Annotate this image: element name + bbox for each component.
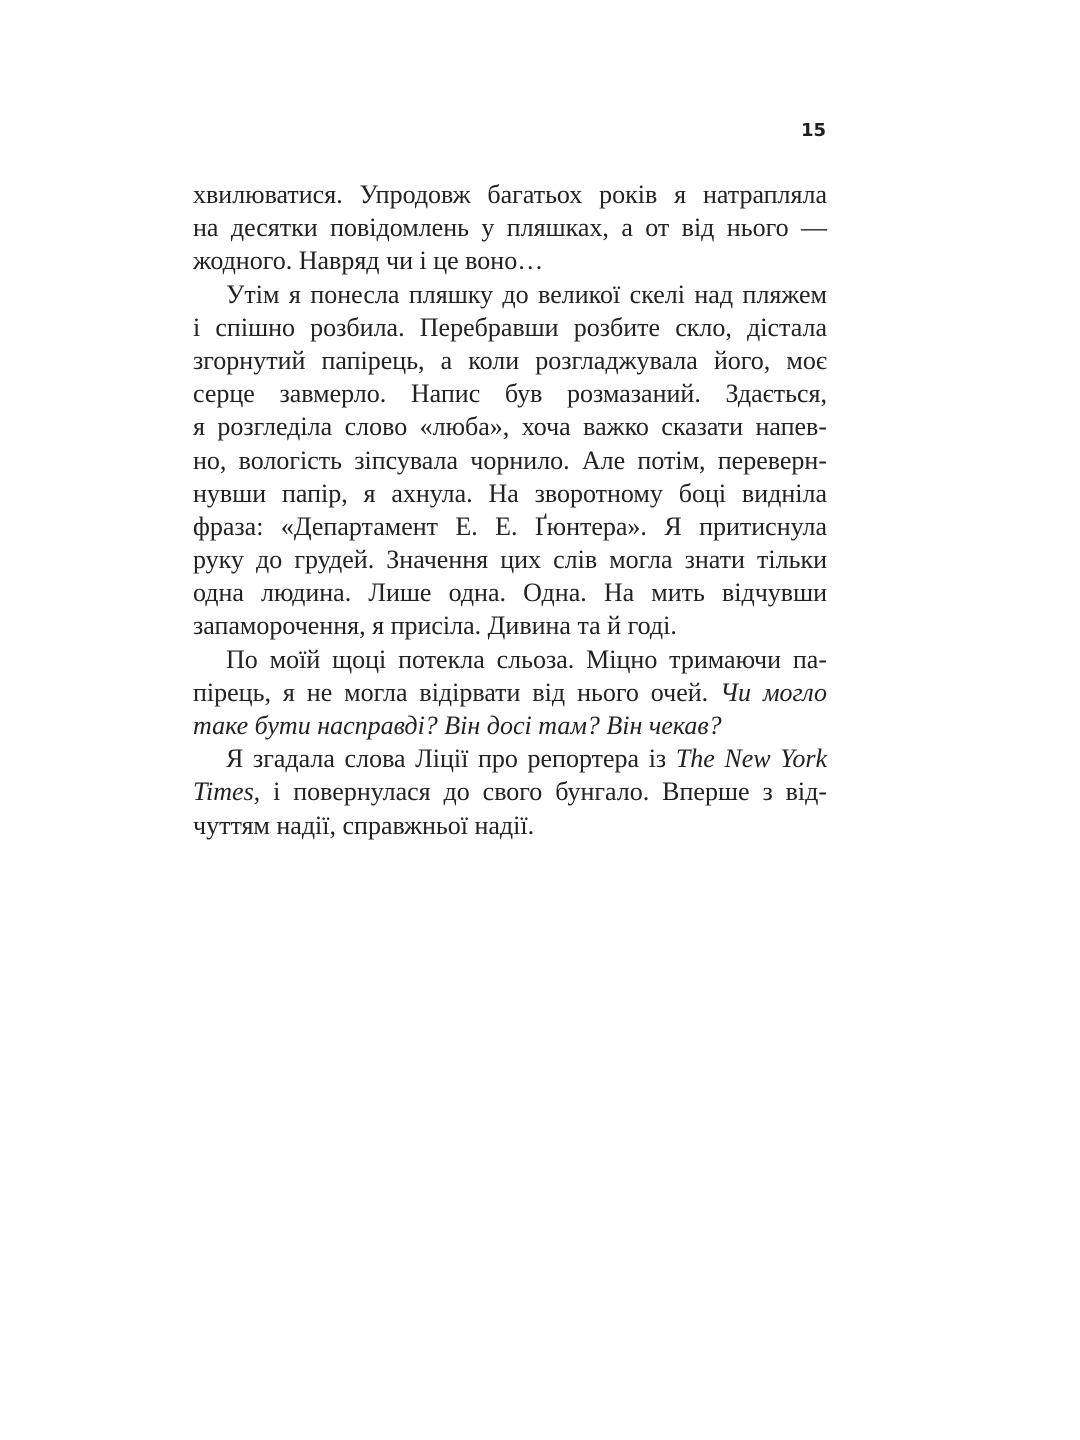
text-italic: Times, (193, 777, 261, 807)
page-number: 15 (800, 120, 826, 141)
body-text (193, 178, 827, 842)
text-roman: Я згадала слова Ліції про репортера із (226, 744, 667, 774)
text-italic: таке бути насправді? Він досі там? Він чекав? (193, 711, 722, 740)
text-line: жодного. Навряд чи і це воно… (193, 246, 544, 276)
text-line: нувши папір, я ахнула. На зворотному боці видніла (193, 478, 827, 508)
text-roman: і повернулася до свого бунгало. Вперше з від- (273, 777, 828, 807)
text-line (193, 676, 827, 709)
text-line: запаморочення, я присіла. Дивина та й годі. (193, 611, 677, 641)
text-line: но, вологість зіпсувала чорнило. Але потім, переверн- (193, 445, 827, 475)
text-line (193, 775, 827, 808)
text-line: і спішно розбила. Перебравши розбите скло, дістала (193, 312, 827, 342)
text-line (193, 709, 827, 742)
text-line (193, 809, 827, 842)
text-italic: The New York (675, 744, 827, 774)
text-line: одна людина. Лише одна. Одна. На мить відчувши (193, 578, 827, 608)
text-line: фраза: «Департамент Е. Е. Ґюнтера». Я притиснула (193, 511, 827, 541)
text-italic: Чи могло (720, 677, 828, 707)
text-roman: чуттям надії, справжньої надії. (193, 810, 535, 840)
text-line: Утім я понесла пляшку до великої скелі над пляжем (226, 279, 827, 309)
text-line (193, 742, 827, 775)
text-roman: пірець, я не могла відірвати від нього очей. (193, 677, 709, 707)
text-line: я розгледіла слово «люба», хоча важко сказати напев- (193, 412, 827, 442)
text-line: По моїй щоці потекла сльоза. Міцно тримаючи па- (226, 644, 827, 674)
text-line: руку до грудей. Значення цих слів могла знати тільки (193, 545, 827, 575)
text-line: на десятки повідомлень у пляшках, а от від нього — (193, 213, 827, 243)
text-line: серце завмерло. Напис був розмазаний. Здається, (193, 379, 827, 409)
text-line: хвилюватися. Упродовж багатьох років я натрапляла (193, 180, 827, 209)
text-line: згорнутий папірець, а коли розгладжувала його, моє (193, 345, 827, 375)
